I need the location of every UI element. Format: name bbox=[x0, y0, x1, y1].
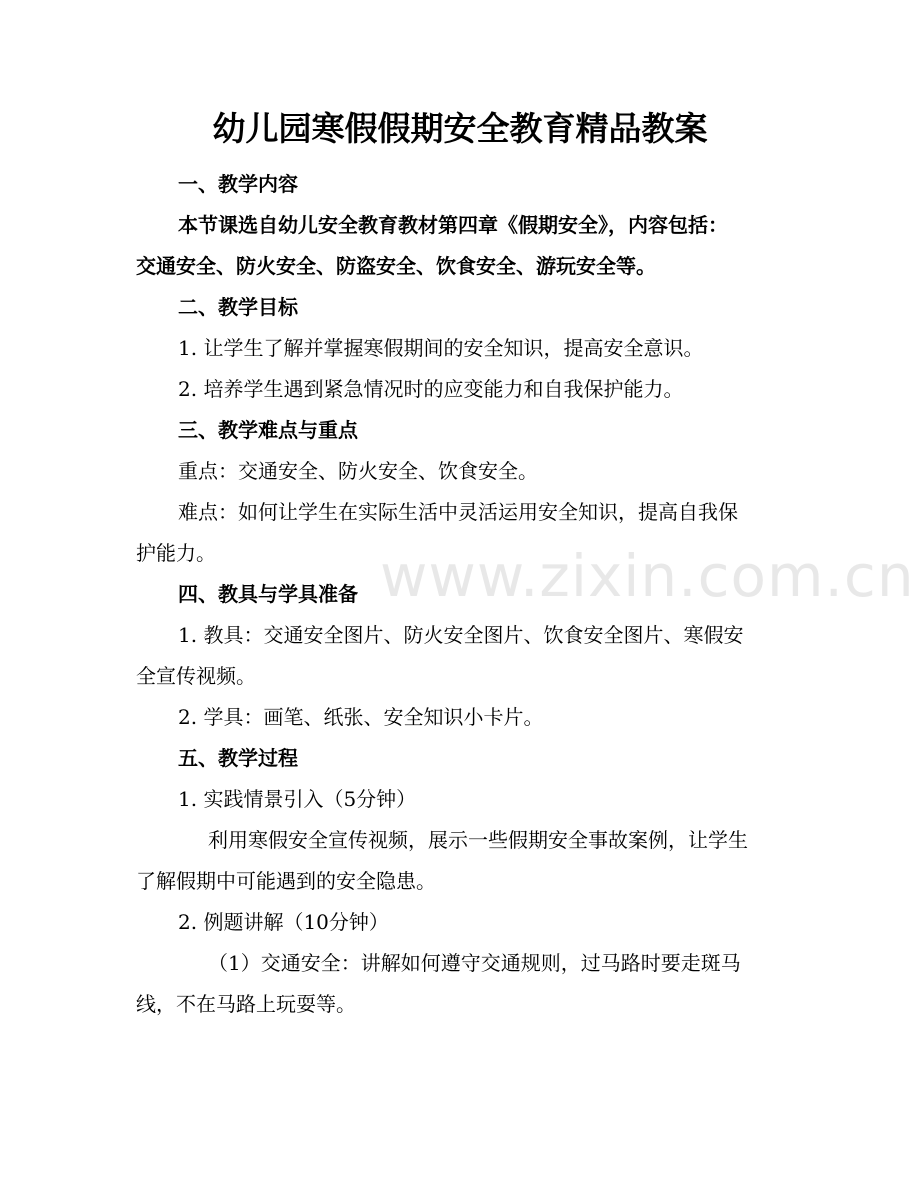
materials-item-2: 2. 学具：画笔、纸张、安全知识小卡片。 bbox=[178, 705, 544, 729]
document-title: 幼儿园寒假假期安全教育精品教案 bbox=[212, 109, 708, 148]
process-step-1-text-line1: 利用寒假安全宣传视频，展示一些假期安全事故案例，让学生 bbox=[208, 828, 748, 852]
materials-item-1-line2: 全宣传视频。 bbox=[136, 664, 256, 688]
process-step-2-sub1-line2: 线，不在马路上玩耍等。 bbox=[136, 992, 356, 1016]
materials-item-1-line1: 1. 教具：交通安全图片、防火安全图片、饮食安全图片、寒假安 bbox=[178, 623, 744, 647]
section-heading-materials: 四、教具与学具准备 bbox=[178, 582, 358, 606]
goal-item-2: 2. 培养学生遇到紧急情况时的应变能力和自我保护能力。 bbox=[178, 377, 684, 401]
difficulty-text-line1: 难点：如何让学生在实际生活中灵活运用安全知识，提高自我保 bbox=[178, 500, 738, 524]
watermark-text: www.zixin.com.cn bbox=[380, 542, 915, 610]
process-step-2: 2. 例题讲解（10分钟） bbox=[178, 910, 389, 934]
section-heading-keypoints: 三、教学难点与重点 bbox=[178, 418, 358, 442]
section-heading-goals: 二、教学目标 bbox=[178, 295, 298, 319]
section-heading-content: 一、教学内容 bbox=[178, 172, 298, 196]
content-text-line2: 交通安全、防火安全、防盗安全、饮食安全、游玩安全等。 bbox=[136, 254, 656, 278]
process-step-2-sub1-line1: （1）交通安全：讲解如何遵守交通规则，过马路时要走斑马 bbox=[208, 951, 741, 975]
section-heading-process: 五、教学过程 bbox=[178, 746, 298, 770]
content-text-line1: 本节课选自幼儿安全教育教材第四章《假期安全》，内容包括： bbox=[178, 213, 728, 237]
process-step-1: 1. 实践情景引入（5分钟） bbox=[178, 787, 417, 811]
goal-item-1: 1. 让学生了解并掌握寒假期间的安全知识，提高安全意识。 bbox=[178, 336, 704, 360]
key-point-text: 重点：交通安全、防火安全、饮食安全。 bbox=[178, 459, 538, 483]
difficulty-text-line2: 护能力。 bbox=[136, 541, 216, 565]
process-step-1-text-line2: 了解假期中可能遇到的安全隐患。 bbox=[136, 869, 436, 893]
document-body bbox=[136, 164, 786, 1025]
